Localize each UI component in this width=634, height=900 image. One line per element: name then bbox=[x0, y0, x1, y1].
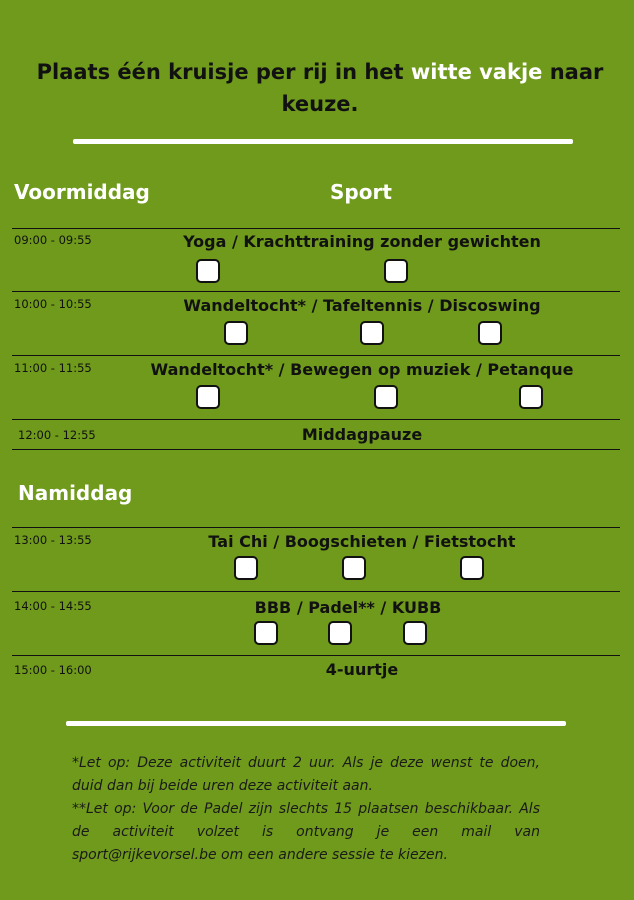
checkbox-tafeltennis[interactable] bbox=[360, 321, 384, 345]
row-divider bbox=[12, 419, 620, 420]
row-time: 09:00 - 09:55 bbox=[14, 233, 92, 247]
row-activities: BBB / Padel** / KUBB bbox=[254, 598, 442, 617]
row-divider bbox=[12, 527, 620, 528]
row-activities: Tai Chi / Boogschieten / Fietstocht bbox=[208, 532, 516, 551]
row-divider bbox=[12, 355, 620, 356]
title-text-end: naar keuze. bbox=[281, 60, 604, 116]
checkbox-padel[interactable] bbox=[328, 621, 352, 645]
footnotes bbox=[72, 752, 540, 867]
checkbox-wandeltocht-2[interactable] bbox=[196, 385, 220, 409]
checkbox-bewegen-op-muziek[interactable] bbox=[374, 385, 398, 409]
row-time: 10:00 - 10:55 bbox=[14, 297, 92, 311]
footnote-two-hours: *Let op: Deze activiteit duurt 2 uur. Als je deze wenst te doen, duid dan bij beide uren deze activiteit aan. bbox=[72, 755, 540, 794]
checkbox-boogschieten[interactable] bbox=[342, 556, 366, 580]
row-activities: Wandeltocht* / Tafeltennis / Discoswing bbox=[183, 296, 541, 315]
checkbox-bbb[interactable] bbox=[254, 621, 278, 645]
row-divider bbox=[12, 591, 620, 592]
row-divider bbox=[12, 449, 620, 450]
row-time: 14:00 - 14:55 bbox=[14, 599, 92, 613]
row-time: 13:00 - 13:55 bbox=[14, 533, 92, 547]
row-activities: Yoga / Krachttraining zonder gewichten bbox=[183, 232, 541, 251]
afternoon-heading: Namiddag bbox=[18, 481, 133, 505]
checkbox-fietstocht[interactable] bbox=[460, 556, 484, 580]
title-highlight: witte vakje bbox=[410, 60, 543, 84]
footnote-padel: **Let op: Voor de Padel zijn slechts 15 plaatsen beschikbaar. Als de activiteit volzet is ontvang je een mail van sport@rijkevorsel.be om een andere sessie te kiezen. bbox=[72, 801, 540, 863]
bottom-divider bbox=[66, 721, 566, 726]
checkbox-petanque[interactable] bbox=[519, 385, 543, 409]
row-activities: Wandeltocht* / Bewegen op muziek / Petanque bbox=[150, 360, 574, 379]
instruction-title bbox=[20, 56, 620, 120]
checkbox-discoswing[interactable] bbox=[478, 321, 502, 345]
checkbox-yoga[interactable] bbox=[196, 259, 220, 283]
checkbox-krachttraining[interactable] bbox=[384, 259, 408, 283]
morning-heading: Voormiddag bbox=[14, 180, 150, 204]
row-time: 12:00 - 12:55 bbox=[18, 428, 96, 442]
row-divider bbox=[12, 655, 620, 656]
checkbox-kubb[interactable] bbox=[403, 621, 427, 645]
row-divider bbox=[12, 291, 620, 292]
checkbox-wandeltocht-1[interactable] bbox=[224, 321, 248, 345]
row-divider bbox=[12, 228, 620, 229]
row-time: 11:00 - 11:55 bbox=[14, 361, 92, 375]
row-activities: Middagpauze bbox=[301, 425, 423, 444]
checkbox-tai-chi[interactable] bbox=[234, 556, 258, 580]
title-text-start: Plaats één kruisje per rij in het bbox=[36, 60, 411, 84]
row-activities: 4-uurtje bbox=[325, 660, 399, 679]
row-time: 15:00 - 16:00 bbox=[14, 663, 92, 677]
top-divider bbox=[73, 139, 573, 144]
sport-heading: Sport bbox=[330, 180, 392, 204]
